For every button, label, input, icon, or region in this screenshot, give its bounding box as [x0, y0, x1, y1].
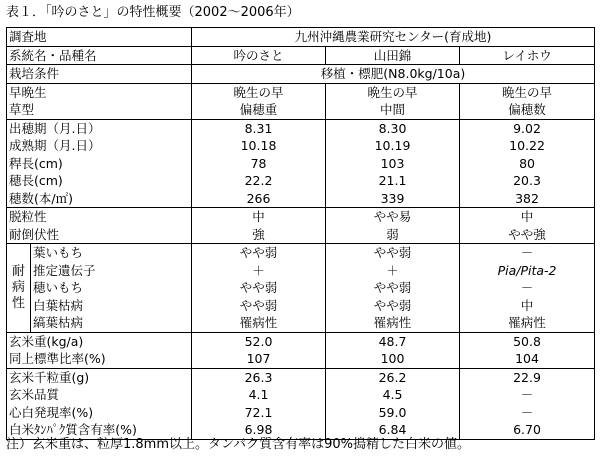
table-row	[7, 119, 595, 208]
footnote: 注）玄米重は、粒厚1.8mm以上。タンパク質含有率は90%搗精した白米の値。	[6, 437, 470, 452]
disease-resistance-label: 耐 病 性	[7, 244, 31, 333]
value-cell: 晩生の早 偏穂数	[460, 83, 595, 119]
value-cell: やや弱 ＋ やや弱 やや弱 罹病性	[326, 244, 460, 333]
row-labels: 脱粒性 耐倒伏性	[7, 208, 192, 244]
table-row	[7, 368, 595, 439]
value-cell: 8.30 10.19 103 21.1 339	[326, 119, 460, 208]
row-labels: 玄米重(kg/a) 同上標準比率(%)	[7, 332, 192, 368]
value-cell: 8.31 10.18 78 22.2 266	[192, 119, 326, 208]
table-row	[7, 28, 595, 47]
value-cell: 晩生の早 偏穂重	[192, 83, 326, 119]
value-cell: 22.9 － － 6.70	[460, 368, 595, 439]
value-cell: やや易 弱	[326, 208, 460, 244]
value-cell: 26.3 4.1 72.1 6.98	[192, 368, 326, 439]
row-labels: 玄米千粒重(g) 玄米品質 心白発現率(%) 白米ﾀﾝﾊﾟｸ質含有率(%)	[7, 368, 192, 439]
value-cell: 中 強	[192, 208, 326, 244]
variety-label: 系統名・品種名	[7, 46, 192, 65]
value-cell: 晩生の早 中間	[326, 83, 460, 119]
condition-label: 栽培条件	[7, 65, 192, 84]
table-row	[7, 46, 595, 65]
value-cell: 50.8 104	[460, 332, 595, 368]
value-cell: 48.7 100	[326, 332, 460, 368]
row-labels: 葉いもち 推定遺伝子 穂いもち 白葉枯病 縞葉枯病	[31, 244, 192, 333]
condition-value: 移植・標肥(N8.0kg/10a)	[192, 65, 595, 84]
variety-gin-no-sato: 吟のさと	[192, 46, 326, 65]
table-row	[7, 83, 595, 119]
table-row	[7, 332, 595, 368]
characteristics-table	[6, 27, 595, 440]
value-cell: やや弱 ＋ やや弱 やや弱 罹病性	[192, 244, 326, 333]
row-labels: 出穂期（月.日） 成熟期（月.日） 稈長(cm) 穂長(cm) 穂数(本/㎡)	[7, 119, 192, 208]
site-label: 調査地	[7, 28, 192, 47]
value-cell: 52.0 107	[192, 332, 326, 368]
table-caption: 表１．「吟のさと」の特性概要（2002～2006年）	[6, 5, 300, 20]
variety-reihou: レイホウ	[460, 46, 595, 65]
table-row	[7, 244, 595, 333]
table-row	[7, 208, 595, 244]
row-labels: 早晩生 草型	[7, 83, 192, 119]
value-cell: 9.02 10.22 80 20.3 382	[460, 119, 595, 208]
value-cell: 中 やや強	[460, 208, 595, 244]
table-row	[7, 65, 595, 84]
site-value: 九州沖縄農業研究センター(育成地)	[192, 28, 595, 47]
value-cell: 26.2 4.5 59.0 6.84	[326, 368, 460, 439]
value-cell: － Pia/Pita-2 － 中 罹病性	[460, 244, 595, 333]
variety-yamadanishiki: 山田錦	[326, 46, 460, 65]
